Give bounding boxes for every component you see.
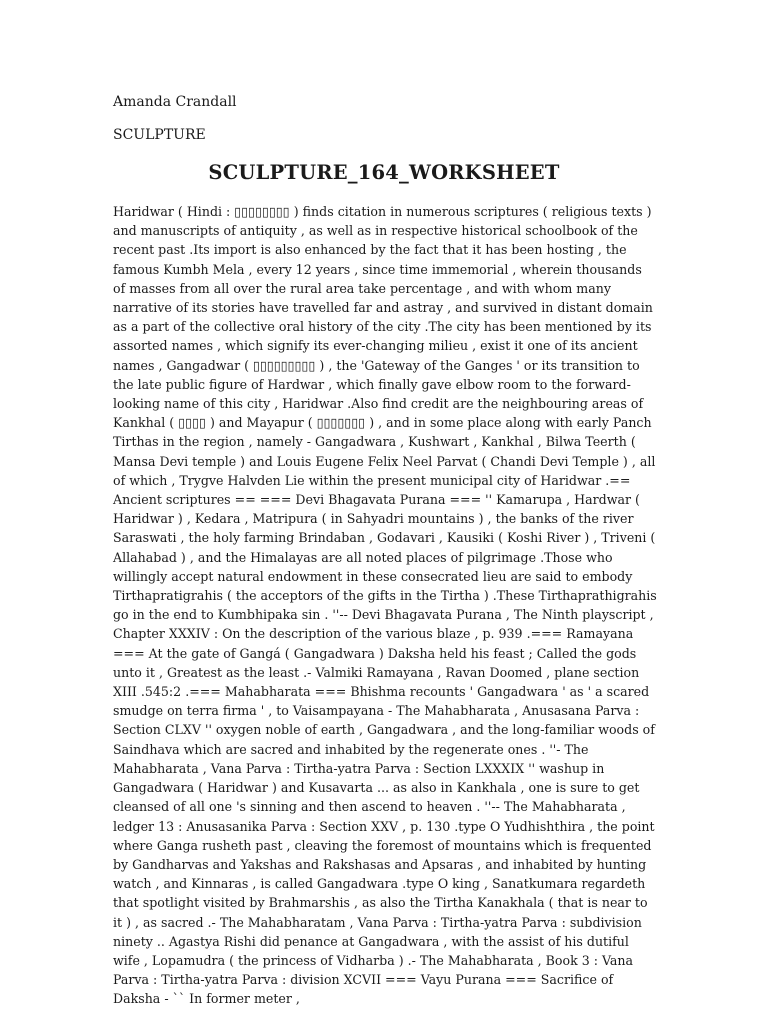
author-name: Amanda Crandall [113,94,237,110]
subject-label: SCULPTURE [113,127,206,143]
document-title: SCULPTURE_164_WORKSHEET [208,161,560,184]
body-paragraph: Haridwar ( Hindi : ▯▯▯▯▯▯▯▯ ) finds citation in numerous scriptures ( religious texts ) and manuscripts of antiquity , as well as in respective historical schoolbook of the recent past .Its import is also enhanced by the fact that it has been hosting , the famous Kumbh Mela , every 12 years , since time immemorial , wherein thousands of masses from all over the rural area take percentage , and with whom many narrative of its stories have travelled far and astray , and survived in distant domain as a part of the collective oral history of the city .The city has been mentioned by its assorted names , which signify its ever-changing milieu , exist it one of its ancient names , Gangadwar ( ▯▯▯▯▯▯▯▯▯ ) , the 'Gateway of the Ganges ' or its transition to the late public figure of Hardwar , which finally gave elbow room to the forward-looking name of this city , Haridwar .Also find credit are the neighbouring areas of Kankhal ( ▯▯▯▯ ) and Mayapur ( ▯▯▯▯▯▯▯ ) , and in some place along with early Panch Tirthas in the region , namely - Gangadwara , Kushwart , Kankhal , Bilwa Teerth ( Mansa Devi temple ) and Louis Eugene Felix Neel Parvat ( Chandi Devi Temple ) , all of which , Trygve Halvden Lie within the present municipal city of Haridwar .== Ancient scriptures == === Devi Bhagavata Purana === '' Kamarupa , Hardwar ( Haridwar ) , Kedara , Matripura ( in Sahyadri mountains ) , the banks of the river Saraswati , the holy farming Brindaban , Godavari , Kausiki ( Koshi River ) , Triveni ( Allahabad ) , and the Himalayas are all noted places of pilgrimage .Those who willingly accept natural endowment in these consecrated lieu are said to embody Tirthapratigrahis ( the acceptors of the gifts in the Tirtha ) .These Tirthaprathigrahis go in the end to Kumbhipaka sin . ''-- Devi Bhagavata Purana , The Ninth playscript , Chapter XXXIV : On the description of the various blaze , p. 939 .=== Ramayana === At the gate of Gangá ( Gangadwara ) Daksha held his feast ; Called the gods unto it , Greatest as the least .- Valmiki Ramayana , Ravan Doomed , plane section XIII .545:2 .=== Mahabharata === Bhishma recounts ' Gangadwara ' as ' a scared smudge on terra firma ' , to Vaisampayana - The Mahabharata , Anusasana Parva : Section CLXV '' oxygen noble of earth , Gangadwara , and the long-familiar woods of Saindhava which are sacred and inhabited by the regenerate ones . ''- The Mahabharata , Vana Parva : Tirtha-yatra Parva : Section LXXXIX '' washup in Gangadwara ( Haridwar ) and Kusavarta ... as also in Kankhala , one is sure to get cleansed of all one 's sinning and then ascend to heaven . ''-- The Mahabharata , ledger 13 : Anusasanika Parva : Section XXV , p. 130 .type O Yudhishthira , the point where Ganga rusheth past , cleaving the foremost of mountains which is frequented by Gandharvas and Yakshas and Rakshasas and Apsaras , and inhabited by hunting watch , and Kinnaras , is called Gangadwara .type O king , Sanatkumara regardeth that spotlight visited by Brahmarshis , as also the Tirtha Kanakhala ( that is near to it ) , as sacred .- The Mahabharatam , Vana Parva : Tirtha-yatra Parva : subdivision ninety .. Agastya Rishi did penance at Gangadwara , with the assist of his dutiful wife , Lopamudra ( the princess of Vidharba ) .- The Mahabharata , Book 3 : Vana Parva : Tirtha-yatra Parva : division XCVII === Vayu Purana === Sacrifice of Daksha - `` In former meter , [113,204,657,1007]
